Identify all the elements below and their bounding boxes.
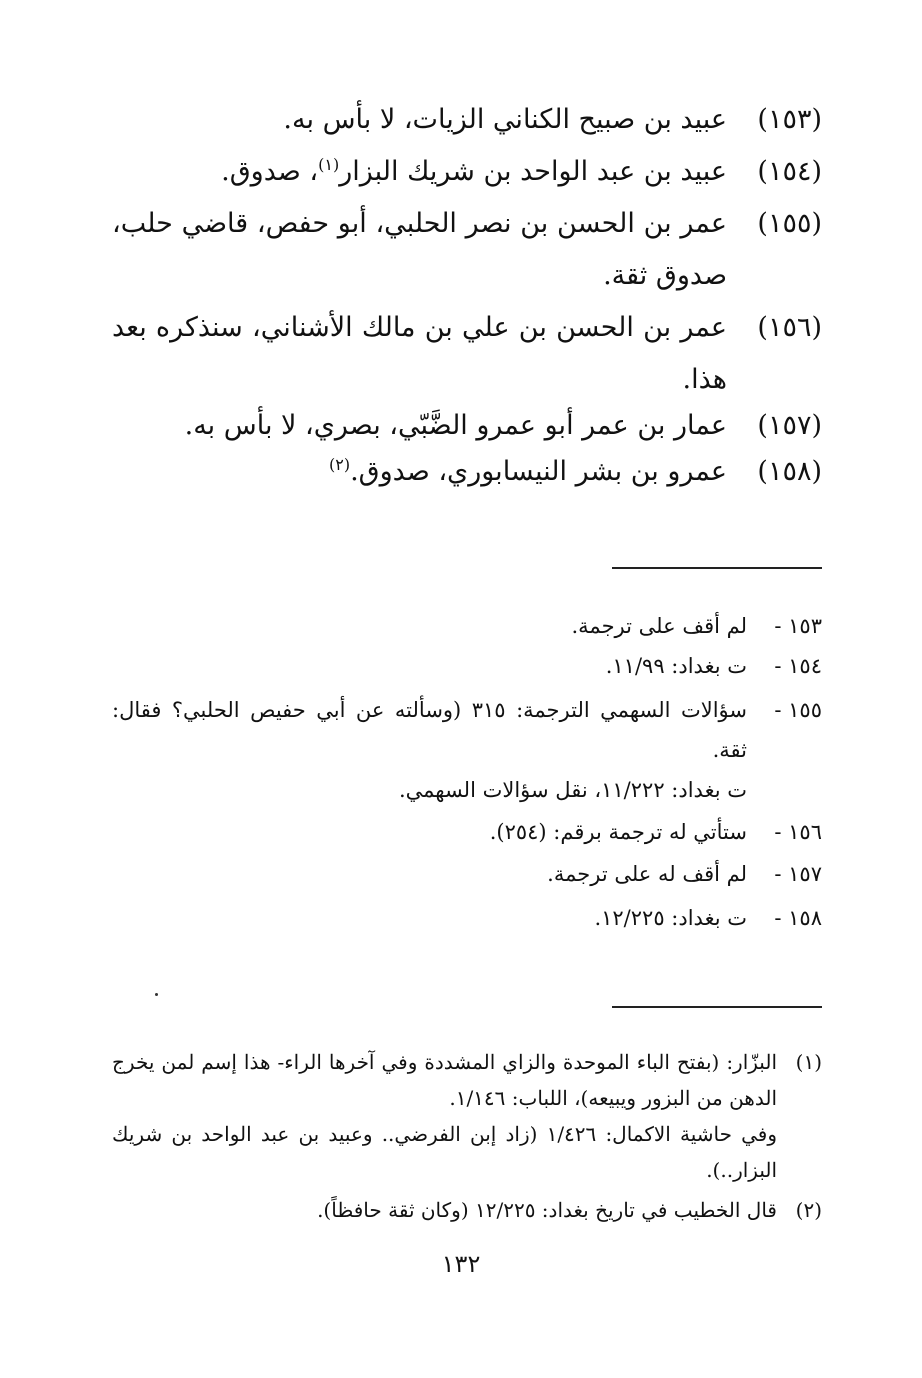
entry-number: (١٥٨): [757, 456, 822, 487]
note-number: ١٥٤ -: [774, 654, 822, 678]
separator-rule: [612, 567, 822, 569]
footnote-number: (٢): [795, 1198, 822, 1222]
page-number: ١٣٢: [441, 1250, 481, 1278]
note-text: لم أقف له على ترجمة.: [547, 862, 747, 886]
note-number: ١٥٣ -: [774, 614, 822, 638]
footnote-text: البزّار: (بفتح الباء الموحدة والزاي المشددة وفي آخرها الراء- هذا إسم لمن يخرج الدهن من البزور ويبيعه)، اللباب: ١/١٤٦.: [112, 1050, 777, 1110]
entry-text-before: عبيد بن عبد الواحد بن شريك البزار: [339, 156, 727, 187]
entry-text: عمار بن عمر أبو عمرو الضَّبّي، بصري، لا بأس به.: [184, 410, 727, 441]
note-153: [112, 606, 822, 646]
entry-154: [112, 146, 822, 198]
note-text-line: سؤالات السهمي الترجمة: ٣١٥ (وسألته عن أبي حفيص الحلبي؟ فقال: ثقة.: [112, 698, 747, 762]
entry-number: (١٥٦): [757, 312, 822, 343]
footnote-1: [112, 1044, 822, 1116]
entry-156: [112, 302, 822, 406]
footnote-number: (١): [795, 1050, 822, 1074]
entry-text-before: عمرو بن بشر النيسابوري، صدوق.: [350, 456, 727, 487]
note-text: ت بغداد: ١١/٩٩.: [605, 654, 747, 678]
note-158: [112, 898, 822, 938]
note-154: [112, 646, 822, 686]
entry-number: (١٥٤): [757, 156, 822, 187]
entry-number: (١٥٣): [757, 104, 822, 135]
footnote-2: [112, 1192, 822, 1228]
entry-158: [112, 446, 822, 498]
footnote-1-continuation: وفي حاشية الاكمال: ١/٤٢٦ (زاد إبن الفرضي.. وعبيد بن عبد الواحد بن شريك البزار..).: [112, 1122, 778, 1182]
entry-text: عبيد بن صبيح الكناني الزيات، لا بأس به.: [283, 104, 727, 135]
note-text: ت بغداد: ١٢/٢٢٥.: [594, 906, 747, 930]
note-155: [112, 690, 822, 810]
entry-text: عمر بن الحسن بن علي بن مالك الأشناني، سنذكره بعد هذا.: [112, 312, 727, 395]
footnote-marker: (١): [318, 155, 340, 174]
footnote-text: قال الخطيب في تاريخ بغداد: ١٢/٢٢٥ (وكان ثقة حافظاً).: [317, 1198, 777, 1222]
note-text: لم أقف على ترجمة.: [571, 614, 747, 638]
entry-157: [112, 400, 822, 452]
entry-text: [112, 446, 727, 498]
entry-155: [112, 198, 822, 302]
separator-rule: [612, 1006, 822, 1008]
note-number: ١٥٥ -: [774, 698, 822, 722]
note-number: ١٥٨ -: [774, 906, 822, 930]
note-number: ١٥٦ -: [774, 820, 822, 844]
footnote-marker: (٢): [329, 455, 351, 474]
entry-number: (١٥٥): [757, 208, 822, 239]
note-157: [112, 854, 822, 894]
entry-text: [112, 146, 727, 198]
entry-text: عمر بن الحسن بن نصر الحلبي، أبو حفص، قاضي حلب، صدوق ثقة.: [112, 208, 727, 291]
note-text-line-2: ت بغداد: ١١/٢٢٢، نقل سؤالات السهمي.: [398, 778, 747, 802]
note-156: [112, 812, 822, 852]
note-text: ستأتي له ترجمة برقم: (٢٥٤).: [489, 820, 747, 844]
note-text: [112, 690, 747, 810]
entry-number: (١٥٧): [757, 410, 822, 441]
note-number: ١٥٧ -: [774, 862, 822, 886]
entry-153: [112, 94, 822, 146]
entry-text-after: ، صدوق.: [221, 156, 319, 187]
stray-dot: [155, 993, 158, 996]
